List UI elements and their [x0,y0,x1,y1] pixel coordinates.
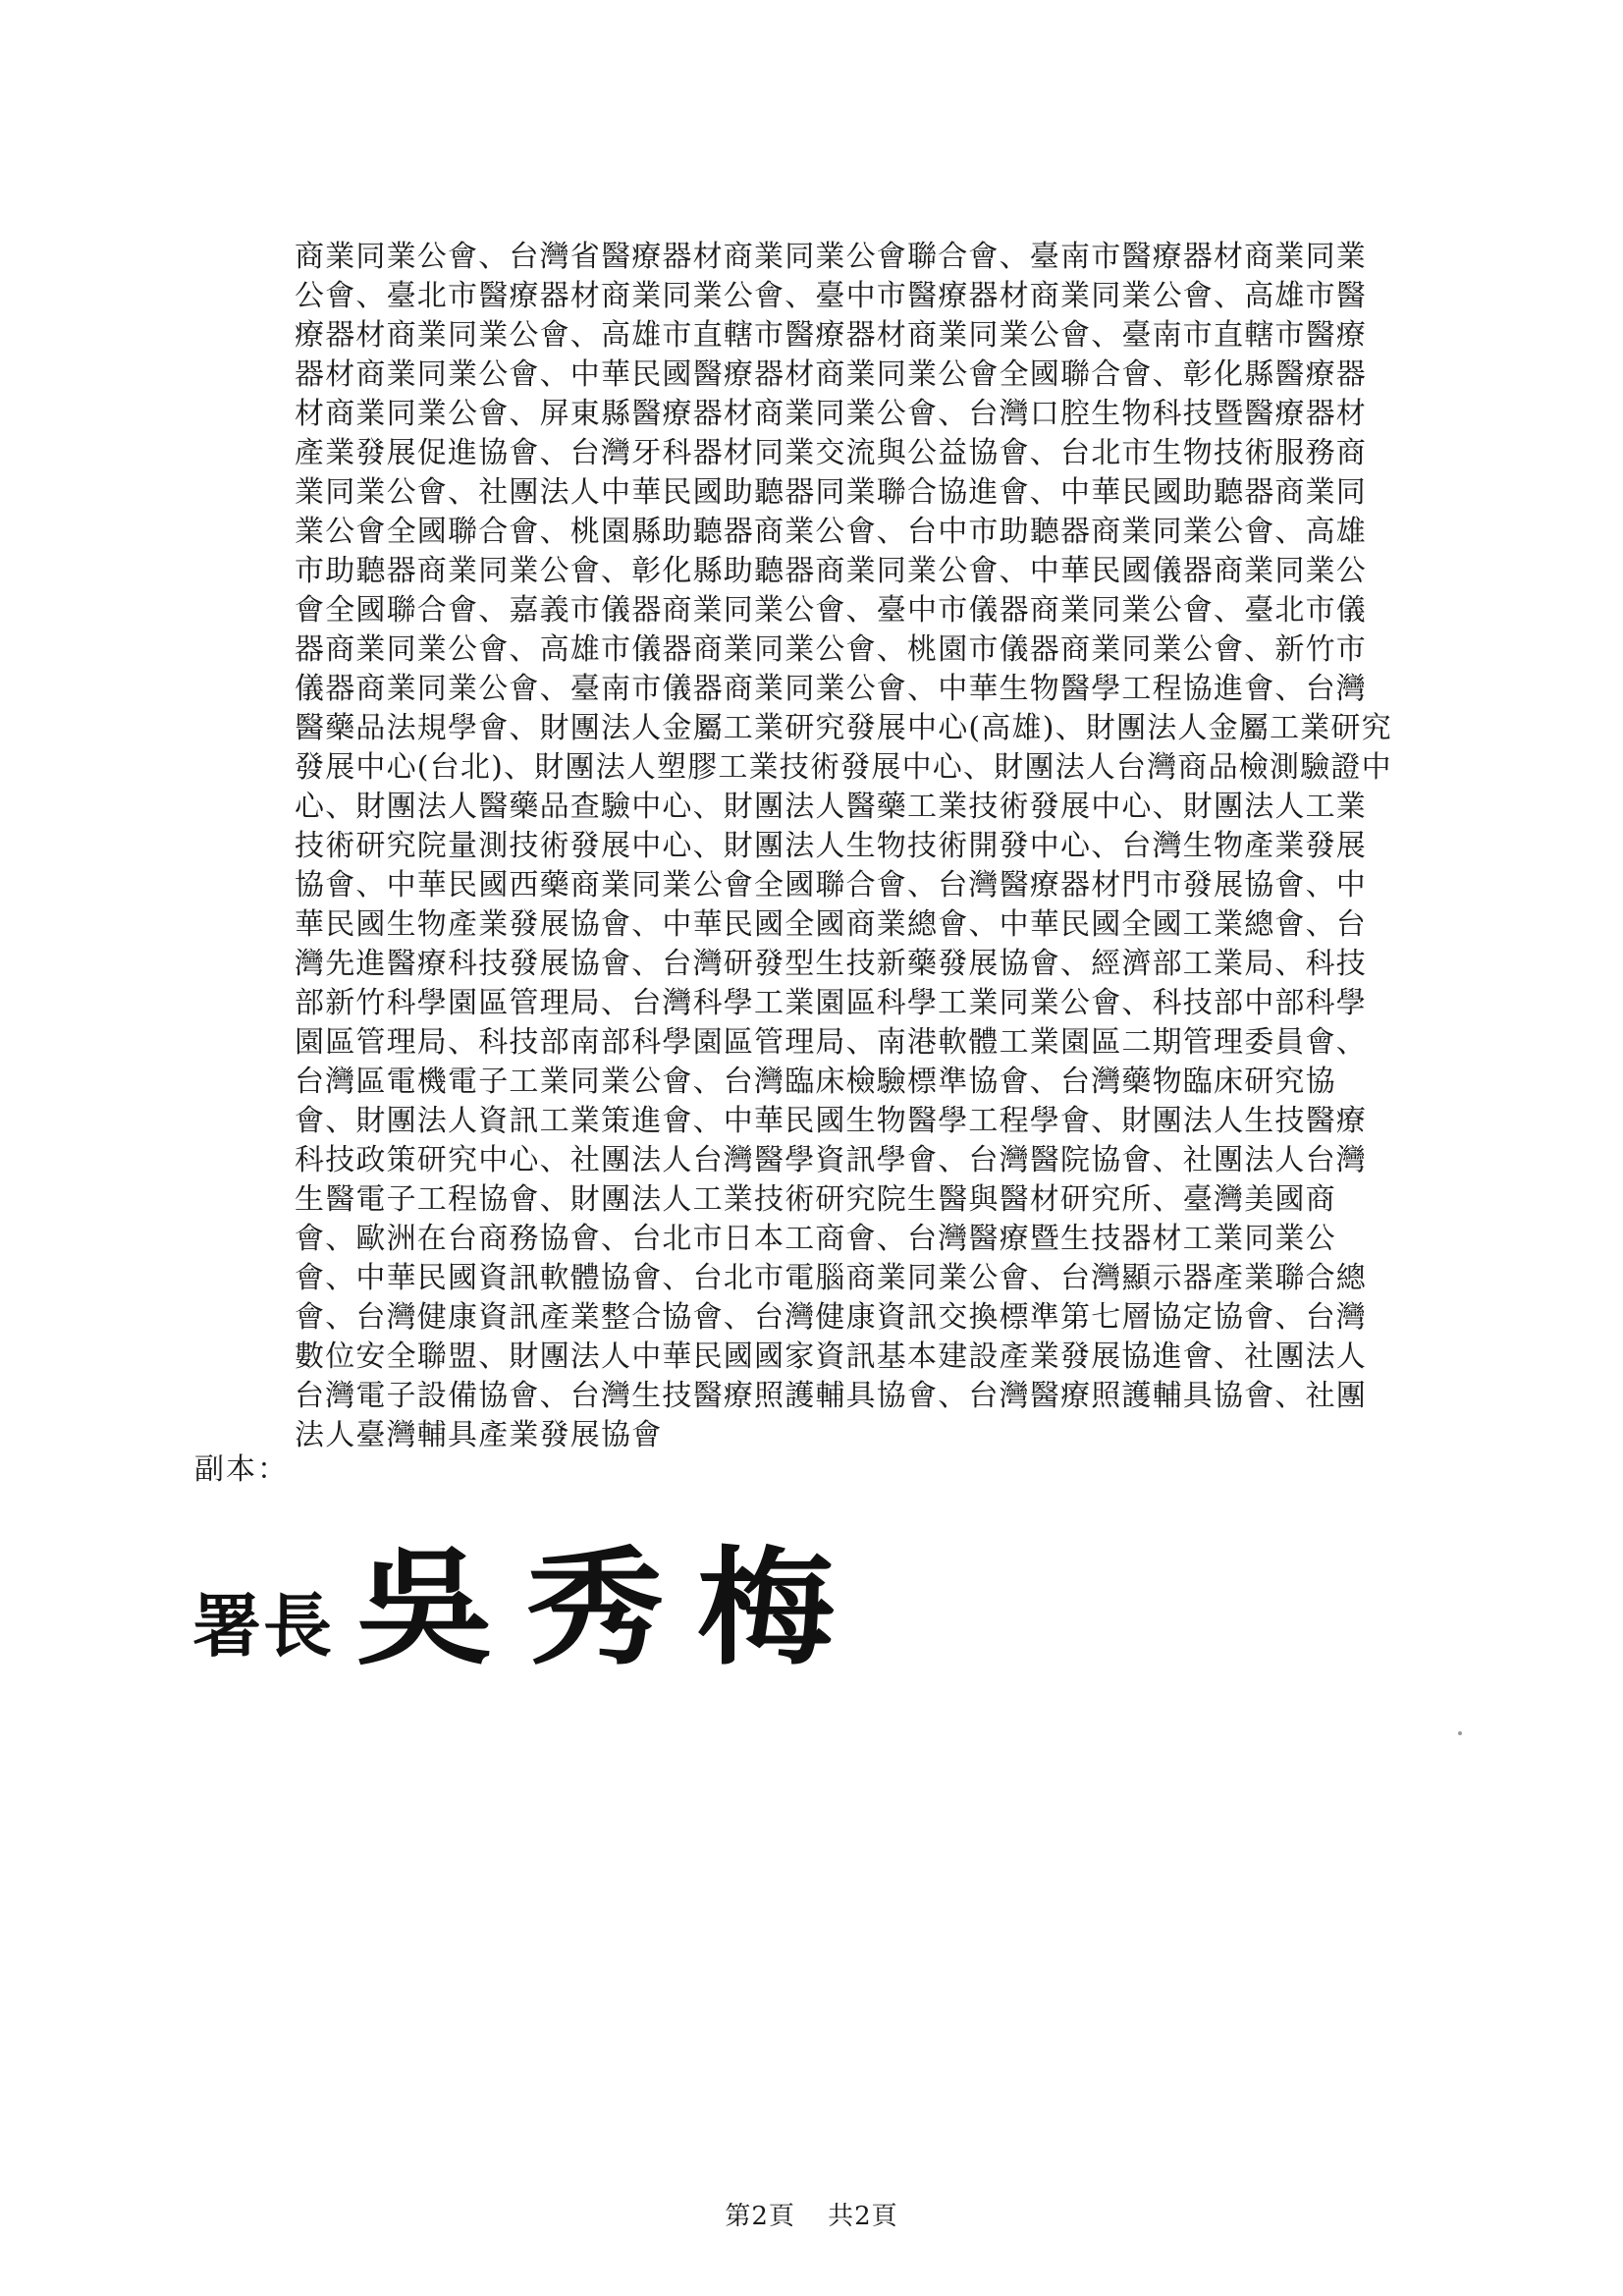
recipient-line: 台灣區電機電子工業同業公會、台灣臨床檢驗標準協會、台灣藥物臨床研究協 [295,1065,1336,1099]
recipient-line: 材商業同業公會、屏東縣醫療器材商業同業公會、台灣口腔生物科技暨醫療器材 [295,397,1367,431]
recipient-line: 療器材商業同業公會、高雄市直轄市醫療器材商業同業公會、臺南市直轄市醫療 [295,318,1367,353]
recipient-line: 會全國聯合會、嘉義市儀器商業同業公會、臺中市儀器商業同業公會、臺北市儀 [295,593,1367,628]
recipient-line: 會、歐洲在台商務協會、台北市日本工商會、台灣醫療暨生技器材工業同業公 [295,1222,1336,1256]
signature-name: 吳秀梅 [355,1534,869,1683]
recipient-list [295,238,1453,1455]
recipient-line: 技術研究院量測技術發展中心、財團法人生物技術開發中心、台灣生物產業發展 [295,829,1367,863]
recipient-line: 生醫電子工程協會、財團法人工業技術研究院生醫與醫材研究所、臺灣美國商 [295,1182,1336,1217]
recipient-line: 數位安全聯盟、財團法人中華民國國家資訊基本建設產業發展協進會、社團法人 [295,1339,1367,1374]
recipient-line: 科技政策研究中心、社團法人台灣醫學資訊學會、台灣醫院協會、社團法人台灣 [295,1143,1367,1177]
signature-title: 署長 [192,1585,334,1667]
current-page: 第2頁 [725,2202,795,2231]
recipient-line: 市助聽器商業同業公會、彰化縣助聽器商業同業公會、中華民國儀器商業同業公 [295,554,1367,588]
recipient-line: 儀器商業同業公會、臺南市儀器商業同業公會、中華生物醫學工程協進會、台灣 [295,672,1367,706]
scan-speck [1458,1731,1462,1735]
official-signature [192,1520,868,1687]
recipient-line: 業公會全國聯合會、桃園縣助聽器商業公會、台中市助聽器商業同業公會、高雄 [295,515,1367,549]
recipient-line: 華民國生物產業發展協會、中華民國全國商業總會、中華民國全國工業總會、台 [295,907,1367,942]
recipient-line: 會、中華民國資訊軟體協會、台北市電腦商業同業公會、台灣顯示器產業聯合總 [295,1261,1367,1295]
recipient-line: 公會、臺北市醫療器材商業同業公會、臺中市醫療器材商業同業公會、高雄市醫 [295,279,1367,313]
recipient-line: 業同業公會、社團法人中華民國助聽器同業聯合協進會、中華民國助聽器商業同 [295,475,1367,510]
total-pages: 共2頁 [828,2202,898,2231]
recipient-line: 園區管理局、科技部南部科學園區管理局、南港軟體工業園區二期管理委員會、 [295,1025,1367,1060]
recipient-line: 器商業同業公會、高雄市儀器商業同業公會、桃園市儀器商業同業公會、新竹市 [295,632,1367,667]
page-number [0,2196,1623,2232]
recipient-line: 醫藥品法規學會、財團法人金屬工業研究發展中心(高雄)、財團法人金屬工業研究 [295,711,1392,745]
recipient-line: 法人臺灣輔具產業發展協會 [295,1418,663,1452]
cc-label: 副本： [194,1452,289,1487]
recipient-line: 發展中心(台北)、財團法人塑膠工業技術發展中心、財團法人台灣商品檢測驗證中 [295,750,1392,785]
recipient-line: 會、台灣健康資訊產業整合協會、台灣健康資訊交換標準第七層協定協會、台灣 [295,1300,1367,1335]
recipient-line: 心、財團法人醫藥品查驗中心、財團法人醫藥工業技術發展中心、財團法人工業 [295,790,1367,824]
recipient-line: 產業發展促進協會、台灣牙科器材同業交流與公益協會、台北市生物技術服務商 [295,436,1367,470]
recipient-line: 灣先進醫療科技發展協會、台灣研發型生技新藥發展協會、經濟部工業局、科技 [295,947,1367,981]
recipient-line: 商業同業公會、台灣省醫療器材商業同業公會聯合會、臺南市醫療器材商業同業 [295,240,1367,274]
recipient-line: 協會、中華民國西藥商業同業公會全國聯合會、台灣醫療器材門市發展協會、中 [295,868,1367,902]
recipient-line: 部新竹科學園區管理局、台灣科學工業園區科學工業同業公會、科技部中部科學 [295,986,1367,1020]
recipient-line: 會、財團法人資訊工業策進會、中華民國生物醫學工程學會、財團法人生技醫療 [295,1104,1367,1138]
recipient-line: 器材商業同業公會、中華民國醫療器材商業同業公會全國聯合會、彰化縣醫療器 [295,357,1367,392]
recipient-line: 台灣電子設備協會、台灣生技醫療照護輔具協會、台灣醫療照護輔具協會、社團 [295,1379,1367,1413]
